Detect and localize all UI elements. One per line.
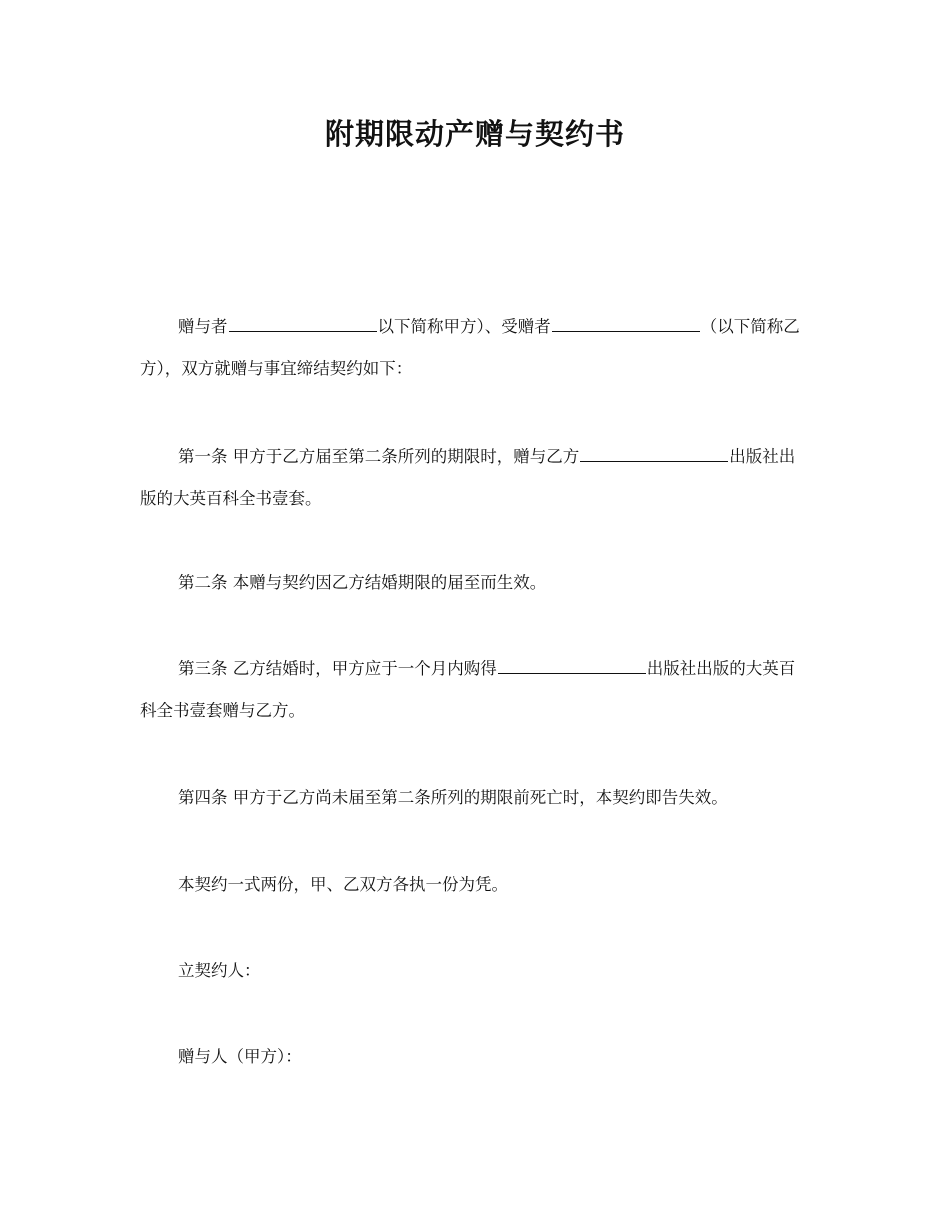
copies-paragraph: 本契约一式两份，甲、乙双方各执一份为凭。 bbox=[178, 875, 508, 894]
donor-signature-label: 赠与人（甲方）： bbox=[178, 1047, 302, 1066]
publisher-blank-1 bbox=[580, 441, 728, 462]
article-4-paragraph: 第四条 甲方于乙方尚未届至第二条所列的期限前死亡时，本契约即告失效。 bbox=[178, 788, 728, 807]
preamble-paragraph bbox=[140, 306, 810, 390]
signatories-label: 立契约人： bbox=[178, 961, 261, 980]
article-1-text-1: 第一条 甲方于乙方届至第二条所列的期限时，赠与乙方 bbox=[178, 447, 580, 466]
article-1-paragraph bbox=[140, 436, 810, 520]
preamble-text-3: （以下简称乙方），双方就赠与事宜缔结契约如下： bbox=[140, 317, 800, 378]
publisher-blank-2 bbox=[498, 653, 646, 674]
preamble-text-2: 以下简称甲方）、受赠者 bbox=[377, 317, 551, 336]
donor-name-blank bbox=[229, 311, 377, 332]
article-2-paragraph: 第二条 本赠与契约因乙方结婚期限的届至而生效。 bbox=[178, 573, 547, 592]
document-title: 附期限动产赠与契约书 bbox=[324, 117, 625, 151]
recipient-name-blank bbox=[552, 311, 700, 332]
article-3-text-1: 第三条 乙方结婚时，甲方应于一个月内购得 bbox=[178, 659, 497, 678]
article-3-text-2: 出版社出版的大英百科全书壹套赠与乙方。 bbox=[140, 659, 796, 720]
article-1-text-2: 出版社出版的大英百科全书壹套。 bbox=[140, 447, 796, 508]
preamble-text-1: 赠与者 bbox=[178, 317, 228, 336]
article-3-paragraph bbox=[140, 648, 810, 732]
